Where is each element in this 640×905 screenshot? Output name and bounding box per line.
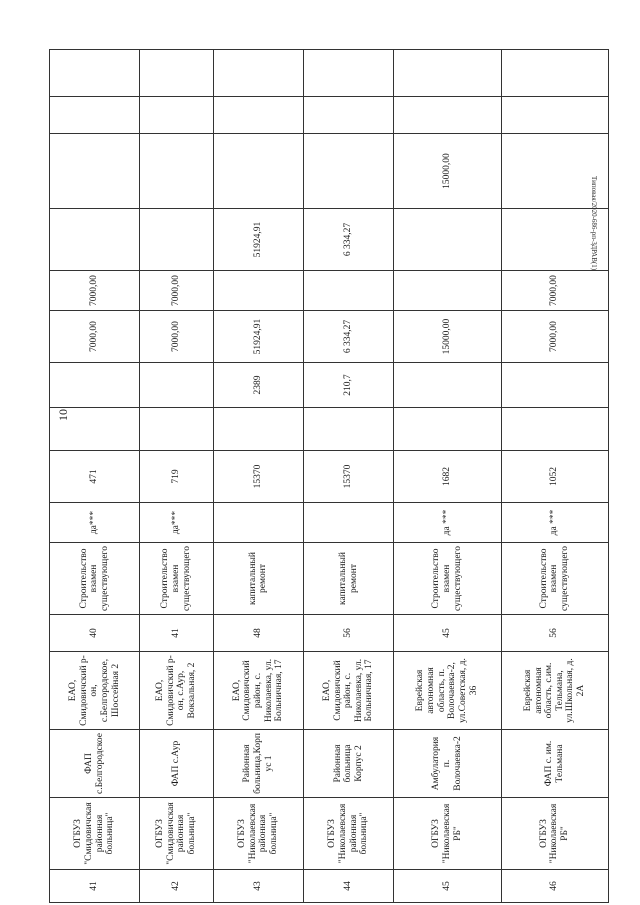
cell-work-type: капитальный ремонт bbox=[213, 543, 303, 615]
cell-v3 bbox=[140, 209, 213, 271]
cell-c2 bbox=[394, 363, 501, 408]
table-row bbox=[394, 50, 501, 903]
cell-v2 bbox=[394, 271, 501, 311]
cell-area: 719 bbox=[140, 451, 213, 503]
document-footer: Типовая/2020-686-рп-ЗДРАВ(1) bbox=[590, 176, 598, 271]
cell-num: 44 bbox=[303, 870, 393, 903]
table-row bbox=[213, 50, 303, 903]
cell-v6 bbox=[501, 50, 608, 97]
cell-year: 56 bbox=[303, 615, 393, 652]
page-number: 10 bbox=[56, 409, 70, 421]
cell-work-type: капитальный ремонт bbox=[303, 543, 393, 615]
cell-num: 46 bbox=[501, 870, 608, 903]
cell-v2: 7000,00 bbox=[501, 271, 608, 311]
cell-v4 bbox=[303, 134, 393, 209]
cell-v5 bbox=[50, 97, 140, 134]
cell-v1: 51924,91 bbox=[213, 311, 303, 363]
cell-v4 bbox=[50, 134, 140, 209]
cell-v6 bbox=[394, 50, 501, 97]
cell-facility: ФАП с.Аур bbox=[140, 730, 213, 798]
cell-v2 bbox=[213, 271, 303, 311]
cell-flag: да*** bbox=[50, 503, 140, 543]
cell-facility: ФАП с.Белгородское bbox=[50, 730, 140, 798]
table-row bbox=[303, 50, 393, 903]
cell-v4 bbox=[501, 134, 608, 209]
cell-v1: 15000,00 bbox=[394, 311, 501, 363]
cell-work-type: Строительство взамен существующего bbox=[501, 543, 608, 615]
cell-v1: 7000,00 bbox=[501, 311, 608, 363]
cell-v3 bbox=[50, 209, 140, 271]
cell-v1: 7000,00 bbox=[140, 311, 213, 363]
cell-c2 bbox=[140, 363, 213, 408]
cell-year: 48 bbox=[213, 615, 303, 652]
cell-c1 bbox=[213, 408, 303, 451]
cell-v4 bbox=[213, 134, 303, 209]
cell-v6 bbox=[140, 50, 213, 97]
cell-org: ОГБУЗ "Николаевская РБ" bbox=[394, 798, 501, 870]
cell-address: ЕАО, Смидовичский р-он, с.Белгородское, Шоссейная 2 bbox=[50, 652, 140, 730]
cell-c2: 2389 bbox=[213, 363, 303, 408]
cell-address: Еврейская автономная область, с.им. Тельмана, ул.Школьная, д. 2А bbox=[501, 652, 608, 730]
table-row bbox=[140, 50, 213, 903]
cell-v3 bbox=[501, 209, 608, 271]
cell-work-type: Строительство взамен существующего bbox=[140, 543, 213, 615]
cell-address: Еврейская автономная область, п. Волочаевка-2, ул.Советская, д. 36 bbox=[394, 652, 501, 730]
cell-org: ОГБУЗ "Смидовичская районная больница" bbox=[50, 798, 140, 870]
cell-area: 471 bbox=[50, 451, 140, 503]
cell-flag: да*** bbox=[140, 503, 213, 543]
cell-v5 bbox=[303, 97, 393, 134]
cell-org: ОГБУЗ "Николаевская районная больница" bbox=[213, 798, 303, 870]
cell-org: ОГБУЗ "Смидовичская районная больница" bbox=[140, 798, 213, 870]
cell-area: 1052 bbox=[501, 451, 608, 503]
cell-work-type: Строительство взамен существующего bbox=[394, 543, 501, 615]
cell-year: 41 bbox=[140, 615, 213, 652]
cell-flag: да *** bbox=[394, 503, 501, 543]
cell-v5 bbox=[501, 97, 608, 134]
cell-num: 41 bbox=[50, 870, 140, 903]
cell-v6 bbox=[50, 50, 140, 97]
cell-work-type: Строительство взамен существующего bbox=[50, 543, 140, 615]
cell-facility: ФАП с. им. Тельмана bbox=[501, 730, 608, 798]
cell-area: 15370 bbox=[213, 451, 303, 503]
cell-c1 bbox=[501, 408, 608, 451]
cell-year: 56 bbox=[501, 615, 608, 652]
cell-v3: 6 334,27 bbox=[303, 209, 393, 271]
cell-c2 bbox=[50, 363, 140, 408]
cell-org: ОГБУЗ "Николаевская РБ" bbox=[501, 798, 608, 870]
table-row bbox=[50, 50, 140, 903]
cell-facility: Амбулатория п. Волочаевка-2 bbox=[394, 730, 501, 798]
cell-v2: 7000,00 bbox=[50, 271, 140, 311]
cell-c1 bbox=[50, 408, 140, 451]
cell-v4: 15000,00 bbox=[394, 134, 501, 209]
cell-year: 40 bbox=[50, 615, 140, 652]
cell-org: ОГБУЗ "Николаевская районная больница" bbox=[303, 798, 393, 870]
cell-v2: 7000,00 bbox=[140, 271, 213, 311]
cell-v6 bbox=[213, 50, 303, 97]
cell-address: ЕАО, Смидовичский район, с. Николаевка, ул. Больничная, 17 bbox=[303, 652, 393, 730]
table-row bbox=[501, 50, 608, 903]
cell-v5 bbox=[394, 97, 501, 134]
cell-address: ЕАО, Смидовичский район, с. Николаевка, ул. Больничная, 17 bbox=[213, 652, 303, 730]
cell-v1: 6 334,27 bbox=[303, 311, 393, 363]
cell-c2 bbox=[501, 363, 608, 408]
cell-address: ЕАО, Смидовичский р-он, с.Аур, Вокзальная, 2 bbox=[140, 652, 213, 730]
cell-v4 bbox=[140, 134, 213, 209]
cell-c2: 210,7 bbox=[303, 363, 393, 408]
cell-v2 bbox=[303, 271, 393, 311]
cell-c1 bbox=[140, 408, 213, 451]
cell-year: 45 bbox=[394, 615, 501, 652]
cell-flag bbox=[213, 503, 303, 543]
cell-num: 45 bbox=[394, 870, 501, 903]
cell-num: 43 bbox=[213, 870, 303, 903]
cell-v6 bbox=[303, 50, 393, 97]
cell-facility: Районная больница Корпус 2 bbox=[303, 730, 393, 798]
facilities-table bbox=[49, 49, 609, 903]
cell-c1 bbox=[303, 408, 393, 451]
cell-num: 42 bbox=[140, 870, 213, 903]
cell-facility: Районная больница,Корпус 1 bbox=[213, 730, 303, 798]
cell-c1 bbox=[394, 408, 501, 451]
cell-flag: да *** bbox=[501, 503, 608, 543]
cell-v1: 7000,00 bbox=[50, 311, 140, 363]
cell-area: 15370 bbox=[303, 451, 393, 503]
cell-v5 bbox=[213, 97, 303, 134]
cell-flag bbox=[303, 503, 393, 543]
cell-v3 bbox=[394, 209, 501, 271]
cell-v3: 51924,91 bbox=[213, 209, 303, 271]
cell-v5 bbox=[140, 97, 213, 134]
cell-area: 1682 bbox=[394, 451, 501, 503]
rotated-table-wrapper bbox=[49, 50, 609, 903]
